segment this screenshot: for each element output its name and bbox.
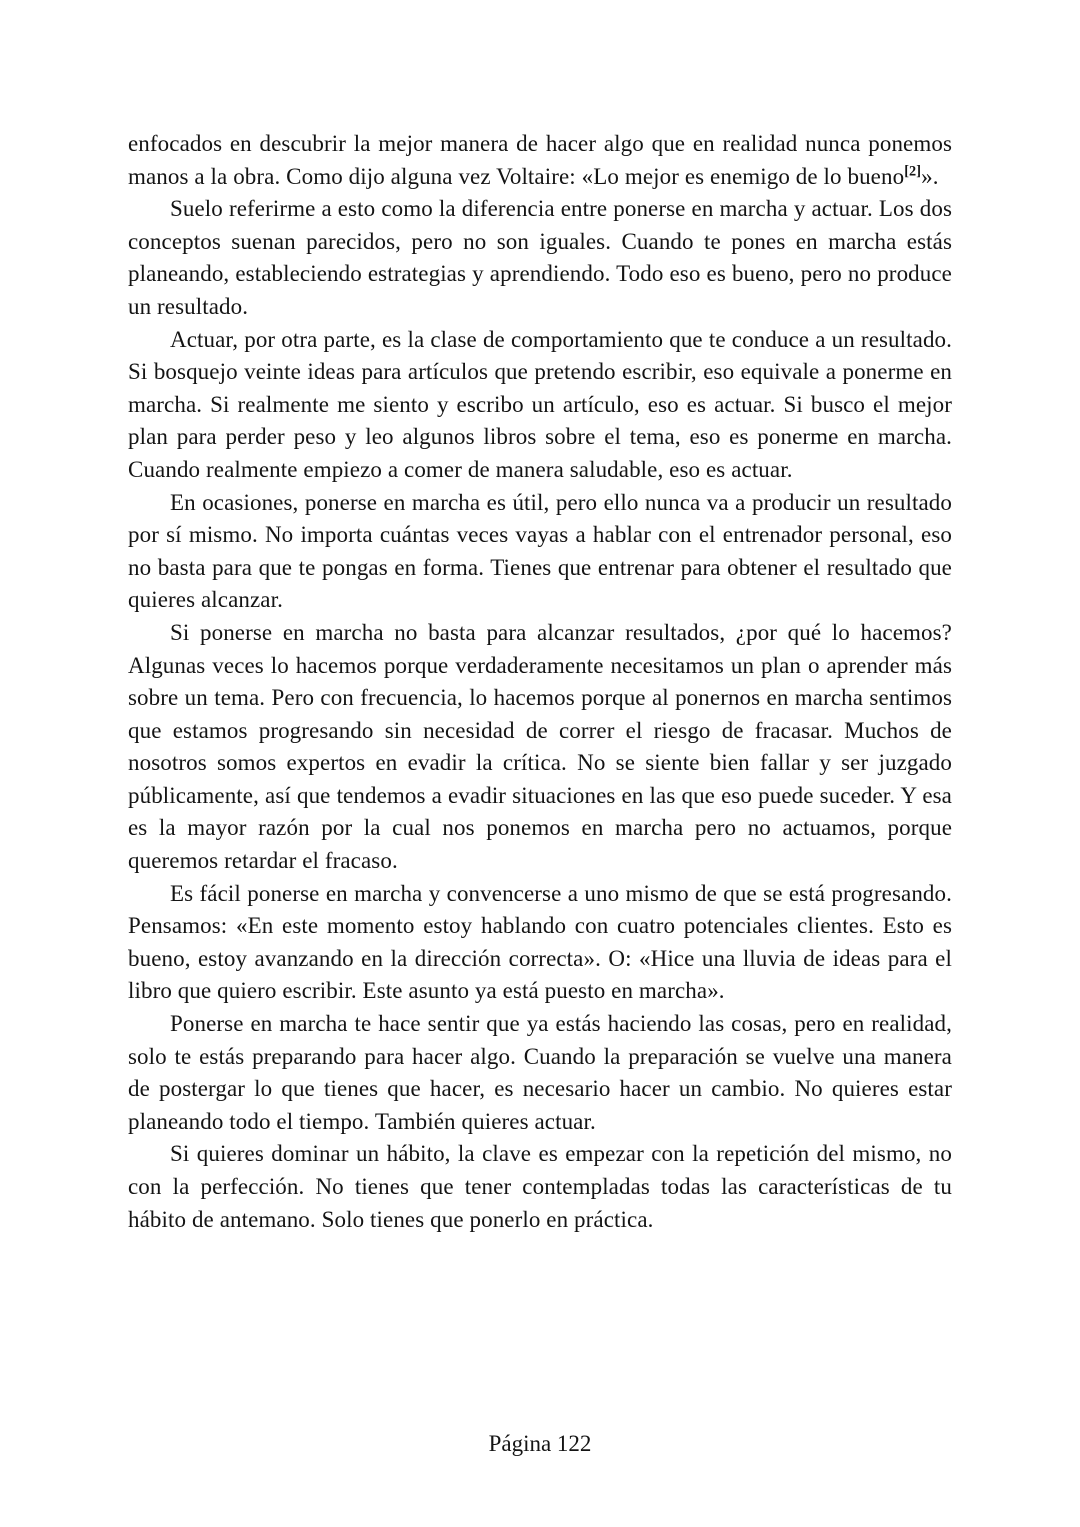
paragraph-text: En ocasiones, ponerse en marcha es útil, pero ello nunca va a producir un resultado por sí mismo. No importa cuántas veces vayas a hablar con el entrenador personal, eso no basta para que te pongas en forma. Tienes que entrenar para obtener el resultado que quieres alcanzar.: [128, 489, 952, 613]
paragraph-text: Suelo referirme a esto como la diferencia entre ponerse en marcha y actuar. Los dos conceptos suenan parecidos, pero no son iguales. Cuando te pones en marcha estás planeando, estableciendo estrategias y aprendiendo. Todo eso es bueno, pero no produce un resultado.: [128, 196, 952, 319]
paragraph-text: Ponerse en marcha te hace sentir que ya estás haciendo las cosas, pero en realidad, solo te estás preparando para hacer algo. Cuando la preparación se vuelve una manera de postergar lo que tienes que hacer, es necesario hacer un cambio. No quieres estar planeando todo el tiempo. También quieres actuar.: [128, 1011, 952, 1134]
paragraph-text: Si ponerse en marcha no basta para alcanzar resultados, ¿por qué lo hacemos? Algunas veces lo hacemos porque verdaderamente necesitamos un plan o aprender más sobre un tema. Pero con frecuencia, lo hacemos porque al ponernos en marcha sentimos que estamos progresando sin necesidad de correr el riesgo de fracasar. Muchos de nosotros somos expertos en evadir la crítica. No se siente bien fallar y ser juzgado públicamente, así que tendemos a evadir situaciones en las que eso puede suceder. Y esa es la mayor razón por la cual nos ponemos en marcha pero no actuamos, porque queremos retardar el fracaso.: [128, 619, 952, 874]
paragraph: [128, 128, 952, 193]
paragraph-text: Es fácil ponerse en marcha y convencerse a uno mismo de que se está progresando. Pensamos: «En este momento estoy hablando con cuatro potenciales clientes. Esto es bueno, estoy avanzando en la dirección correcta». O: «Hice una lluvia de ideas para el libro que quiero escribir. Este asunto ya está puesto en marcha».: [128, 880, 952, 1004]
paragraph: [128, 324, 952, 487]
paragraph-text: Actuar, por otra parte, es la clase de comportamiento que te conduce a un resultado. Si bosquejo veinte ideas para artículos que pretendo escribir, eso equivale a ponerme en marcha. Si realmente me siento y escribo un artículo, eso es actuar. Si busco el mejor plan para perder peso y leo algunos libros sobre el tema, eso es ponerme en marcha. Cuando realmente empiezo a comer de manera saludable, eso es actuar.: [128, 326, 952, 482]
page-text-block: [128, 128, 952, 1236]
paragraph: [128, 1138, 952, 1236]
paragraph-text: Si quieres dominar un hábito, la clave es empezar con la repetición del mismo, no con la perfección. No tienes que tener contempladas todas las características de tu hábito de antemano. Solo tienes que ponerlo en práctica.: [128, 1141, 952, 1232]
paragraph: [128, 617, 952, 878]
page-number: Página 122: [488, 1431, 592, 1456]
footnote-ref-2[interactable]: [2]: [904, 162, 922, 179]
paragraph: [128, 487, 952, 617]
paragraph: [128, 193, 952, 323]
paragraph: [128, 1008, 952, 1138]
paragraph-text: ».: [921, 163, 939, 189]
paragraph: [128, 878, 952, 1008]
page-footer: [0, 1428, 1080, 1460]
paragraph-text: enfocados en descubrir la mejor manera de hacer algo que en realidad nunca ponemos manos a la obra. Como dijo alguna vez Voltaire: «Lo mejor es enemigo de lo bueno: [128, 131, 952, 189]
